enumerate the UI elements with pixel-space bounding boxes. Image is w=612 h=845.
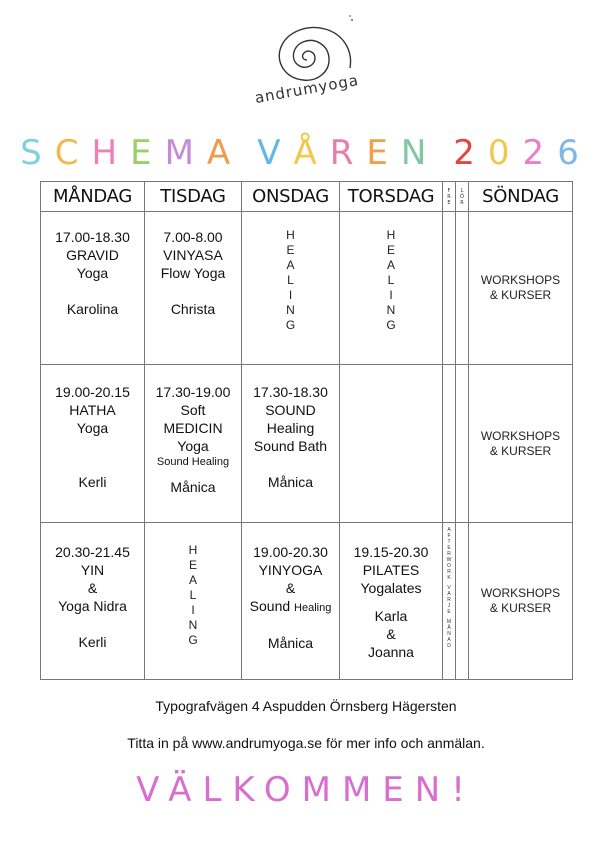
schedule-row-3: [41, 523, 573, 680]
workshops-label: WORKSHOPS: [480, 428, 561, 443]
teacher-name: Kerli: [78, 634, 107, 650]
class-time: 7.00-8.00: [163, 229, 223, 245]
class-cell: [242, 365, 340, 523]
class-cell: [41, 212, 145, 365]
teacher-name: Kerli: [78, 474, 107, 490]
class-name: MEDICIN: [163, 420, 223, 436]
empty-cell: [443, 365, 456, 523]
workshops-cell: [469, 365, 573, 523]
title-letter: C: [54, 133, 92, 173]
day-header-wednesday: ONSDAG: [242, 182, 340, 212]
class-name: Yoga: [76, 265, 109, 281]
class-time: 19.15-20.30: [353, 544, 429, 560]
class-time: 19.00-20.15: [55, 384, 130, 400]
title-letter: 2: [453, 133, 488, 173]
workshops-cell: [469, 523, 573, 680]
class-name: HATHA: [69, 402, 116, 418]
title-letter: 2: [522, 133, 558, 173]
class-name: Sound Healing: [249, 598, 332, 614]
class-cell: [242, 523, 340, 680]
page-title: [0, 133, 612, 173]
title-letter: 6: [557, 133, 592, 173]
afterwork-vertical-text: A F T E R W O R K V A R J E M Å N A D: [446, 527, 452, 649]
day-header-friday: F R E: [443, 182, 456, 212]
empty-cell: [340, 365, 443, 523]
class-time: 17.00-18.30: [55, 229, 130, 245]
schedule-row-1: [41, 212, 573, 365]
teacher-name: Christa: [170, 301, 216, 317]
healing-vertical-text: H E A L I N G: [386, 228, 396, 332]
teacher-name: Månica: [267, 474, 314, 490]
schedule-row-2: [41, 365, 573, 523]
empty-cell: [443, 212, 456, 365]
address-text: Typografvägen 4 Aspudden Örnsberg Hägersten: [155, 698, 457, 714]
title-letter: E: [130, 133, 165, 173]
class-name: VINYASA: [163, 247, 223, 263]
teacher-name: Karolina: [66, 301, 119, 317]
title-letter: N: [400, 133, 440, 173]
healing-vertical-cell: [242, 212, 340, 365]
spiral-logo-icon: [245, 12, 370, 104]
andrumyoga-logo: [245, 12, 370, 104]
class-cell: [145, 212, 242, 365]
schedule-table: [40, 181, 573, 680]
title-letter: [243, 133, 257, 173]
healing-vertical-cell: [340, 212, 443, 365]
day-header-saturday: L Ö R: [456, 182, 469, 212]
class-cell: [145, 365, 242, 523]
class-name: Yoga: [177, 438, 209, 454]
workshops-cell: [469, 212, 573, 365]
class-name: &: [87, 580, 98, 596]
class-name: GRAVID: [66, 247, 119, 263]
class-name: Soft: [180, 402, 206, 418]
title-letter: Å: [293, 133, 330, 173]
day-header-thursday: TORSDAG: [340, 182, 443, 212]
info-text: Titta in på www.andrumyoga.se för mer info och anmälan.: [127, 735, 485, 751]
empty-cell: [456, 523, 469, 680]
class-time: 20.30-21.45: [55, 544, 130, 560]
workshops-label: WORKSHOPS: [480, 273, 561, 287]
day-header-sunday: SÖNDAG: [469, 182, 573, 212]
title-letter: H: [91, 133, 131, 173]
afterwork-vertical-cell: [443, 523, 456, 680]
class-cell: [340, 523, 443, 680]
teacher-name: Karla: [374, 608, 408, 624]
class-name: Sound Bath: [253, 438, 328, 454]
teacher-name: Joanna: [368, 644, 414, 660]
class-name: &: [285, 580, 296, 596]
class-name: Healing: [266, 420, 315, 436]
class-name: Yoga Nidra: [58, 598, 127, 614]
class-cell: [41, 365, 145, 523]
title-letter: 0: [487, 133, 523, 173]
empty-cell: [456, 212, 469, 365]
title-letter: V: [257, 133, 294, 173]
healing-vertical-text: H E A L I N G: [285, 228, 296, 332]
teacher-name: Månica: [170, 479, 216, 495]
teacher-name: Månica: [267, 635, 314, 651]
workshops-label: WORKSHOPS: [480, 586, 561, 600]
class-name: PILATES: [362, 562, 420, 578]
healing-vertical-cell: [145, 523, 242, 680]
teacher-separator: &: [386, 626, 396, 642]
title-letter: [439, 133, 453, 173]
day-header-monday: MÅNDAG: [41, 182, 145, 212]
class-name: YIN: [80, 562, 105, 578]
header-row: [41, 182, 573, 212]
class-time: 19.00-20.30: [253, 544, 328, 560]
class-subtitle: Sound Healing: [156, 456, 230, 468]
empty-cell: [456, 365, 469, 523]
workshops-label: & KURSER: [489, 601, 552, 615]
class-name: Yoga: [76, 420, 109, 436]
title-letter: E: [366, 133, 401, 173]
title-letter: S: [20, 133, 55, 173]
workshops-label: & KURSER: [489, 443, 552, 458]
class-time: 17.30-19.00: [155, 384, 231, 400]
welcome-text: VÄLKOMMEN!: [136, 770, 476, 810]
workshops-label: & KURSER: [489, 288, 552, 302]
class-name: YINYOGA: [258, 562, 323, 578]
logo-wordmark: andrumyoga: [253, 71, 361, 104]
day-header-tuesday: TISDAG: [145, 182, 242, 212]
title-letter: M: [164, 133, 207, 173]
title-letter: R: [329, 133, 367, 173]
healing-vertical-text: H E A L I N G: [188, 543, 198, 647]
class-name: Flow Yoga: [160, 265, 226, 281]
class-time: 17.30-18.30: [253, 384, 328, 400]
class-cell: [41, 523, 145, 680]
class-name: SOUND: [265, 402, 316, 418]
class-name: Yogalates: [360, 580, 422, 596]
title-letter: A: [206, 133, 244, 173]
